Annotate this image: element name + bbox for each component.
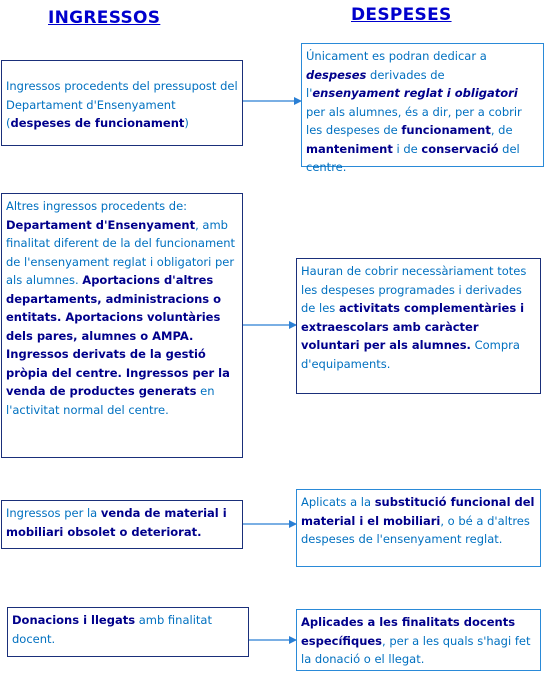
text-segment: Ingressos procedents del pressupost del Departament d'Ensenyament ( (6, 79, 238, 130)
despeses-box-2 (296, 258, 541, 394)
text-segment: despeses (306, 67, 367, 82)
text-segment: Ingressos per la (6, 506, 101, 520)
text-segment: , de (490, 123, 513, 137)
text-segment: Donacions i llegats (12, 613, 136, 627)
text-segment: , amb finalitat diferent de la del funcionament de l'ensenyament reglat i obligatori per als alumnes. (6, 217, 236, 287)
text-segment: conservació (421, 141, 499, 156)
ingressos-box-4 (7, 607, 249, 657)
ingressos-box-3 (1, 500, 243, 549)
text-segment: Aplicades a les finalitats docents específiques (301, 615, 516, 648)
text-segment: activitats complementàries i extraescolars amb caràcter voluntari per als alumnes. (301, 301, 525, 352)
text-segment: venda de material i mobiliari obsolet o deteriorat. (6, 506, 227, 539)
text-segment: amb finalitat docent. (12, 613, 212, 646)
text-segment: Compra d'equipaments. (301, 338, 520, 371)
text-segment: per als alumnes, és a dir, per a cobrir les despeses de (306, 104, 522, 137)
ingressos-box-2 (1, 193, 243, 458)
despeses-box-3 (296, 489, 541, 567)
text-segment: funcionament (401, 123, 491, 137)
text-segment: manteniment (306, 141, 393, 156)
ingressos-box-1 (1, 60, 243, 146)
text-segment: en l'activitat normal del centre. (6, 384, 215, 417)
text-segment: Hauran de cobrir necessàriament totes les despeses programades i derivades de les (301, 264, 527, 315)
ingressos-header: INGRESSOS (48, 8, 161, 28)
text-segment: , per a les quals s'hagi fet la donació o el llegat. (301, 633, 531, 666)
text-segment: derivades de l' (306, 67, 445, 100)
text-segment: del centre. (306, 141, 520, 174)
text-segment: Únicament es podran dedicar a (306, 49, 487, 63)
despeses-header: DESPESES (351, 5, 452, 25)
text-segment: substitució funcional del material i el mobiliari (301, 495, 535, 528)
text-segment: despeses de funcionament (10, 116, 185, 130)
despeses-box-1 (301, 43, 544, 174)
despeses-box-4 (296, 609, 541, 671)
text-segment: ) (184, 116, 189, 130)
text-segment: Departament d'Ensenyament (6, 217, 196, 232)
text-segment: ensenyament reglat i obligatori (312, 86, 518, 100)
text-segment: i de (392, 141, 422, 156)
text-segment: Aplicats a la (301, 495, 375, 509)
text-segment: Aportacions d'altres departaments, administracions o entitats. Aportacions voluntàries dels pares, alumnes o AMPA. Ingressos derivats de la gestió pròpia del centre. Ingressos per la venda de productes generats (6, 273, 230, 398)
text-segment: , o bé a d'altres despeses de l'ensenyament reglat. (301, 513, 530, 546)
text-segment: Altres ingressos procedents de: (6, 199, 188, 213)
